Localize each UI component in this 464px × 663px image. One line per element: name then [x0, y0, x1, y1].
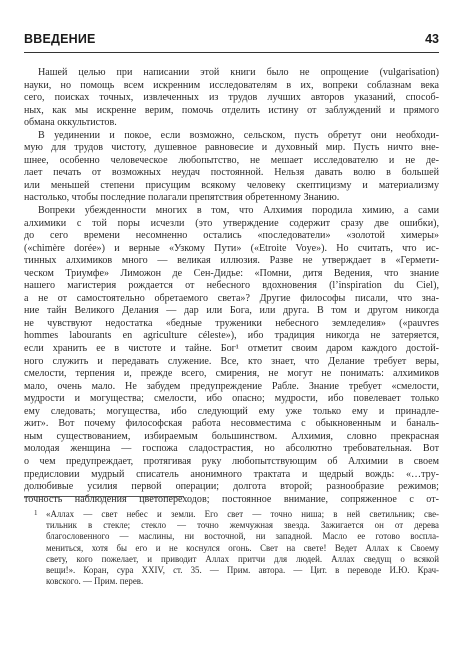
text-line: В уединении и покое, если возможно, сельском, пусть обретут они необходи- [38, 129, 439, 141]
text-line: о чем предупреждает, протягивая руку любопытствующим об Алхимии в своем [24, 455, 439, 467]
text-line: ного служить и передавать служение. Все, кто знает, что Делание требует веры, [24, 355, 439, 367]
text-line: предисловии мудрый списатель анонимного трактата и щедрый вождь: «…тру- [24, 468, 439, 480]
text-line: мудрости и могущества; смелости, ибо опасно; мудрости, ибо повелевает только [24, 393, 439, 405]
text-line: нашего магистерия рождается от небесного вдохновения (l’inspiration du Ciel), [24, 280, 439, 292]
body-text [24, 67, 439, 506]
text-line: мую для трудов чистоту, душевное равновесие и духовный мир. Пусть ничто вне- [24, 142, 439, 154]
text-line: («chimère dorée») и верные «Узкому Пути» («Etroite Voye»). Но считать, что ис- [24, 242, 439, 254]
text-line: тинных алхимиков много — великая иллюзия. Разве не утверждает в «Гермети- [24, 255, 439, 267]
text-line: науки, но помощь всем искренним исследователям в их, вопреки соблазнам века [24, 79, 439, 91]
text-line: смелости, терпения и, прежде всего, смирения, не могут не понимать: алхимиков [24, 368, 439, 380]
footnote-line: благословенного — маслины, ни восточной, ни западной. Масло ее готово воспла- [46, 531, 439, 542]
text-line: ным существованием, избираемым большинством. Алхимия, словно прекрасная [24, 430, 439, 442]
text-line: если хранить ее в чистоте и тайне. Бог¹ отметит своим даром каждого достой- [24, 343, 439, 355]
text-line: молодая женщина — госпожа сладострастия, но абсолютно требовательная. Вот [24, 443, 439, 455]
footnote-line: вещи!». Коран, сура XXIV, ст. 35. — Прим. автора. — Цит. в переводе И.Ю. Крач- [46, 564, 439, 575]
footnote-line: тильник в стекле; стекло — точно жемчужная звезда. Зажигается он от дерева [46, 520, 439, 531]
page-number: 43 [425, 32, 439, 46]
footnote-line: ковского. — Прим. перев. [46, 576, 144, 587]
footnote [24, 509, 439, 587]
page-header [24, 32, 439, 48]
footnote-marker: 1 [34, 509, 38, 517]
text-line: или меньшей степени присущим всякому человеку скептицизму и материализму [24, 179, 439, 191]
footnote-rule [24, 496, 184, 497]
header-rule [24, 52, 439, 53]
text-line: лает печать от возможных неудач постоянной. Нельзя давать волю в большей [24, 167, 439, 179]
text-line: а не от самостоятельно обретаемого света»? Другие философы писали, что зна- [24, 292, 439, 304]
text-line: жит». Вот почему философская работа несовместима с обыкновенным и баналь- [24, 418, 439, 430]
text-line: мало, очень мало. Не забудем предупреждение Рабле. Знание требует «смелости, [24, 380, 439, 392]
footnote-line: свету, кого пожелает, и приводит Аллах притчи для людей. Аллах сведущ о всякой [46, 553, 439, 564]
text-line: ческом Триумфе» Лиможон де Сен-Дидье: «Помни, дитя Ве́дения, что знание [24, 267, 439, 279]
text-line: долюбивые усилия первой операции; долгота второй; разнообразие режимов; [24, 481, 439, 493]
text-line: настолько, чтобы последние полагали препятствия обретенному Знанию. [24, 192, 340, 204]
text-line: ему следовать; могущества, ибо следующий ему уже только ему и принадле- [24, 405, 439, 417]
text-line: Вопреки убежденности многих в том, что Алхимия породила химию, а сами [38, 205, 439, 217]
text-line: алхимики с той поры исчезли (это утверждение содержит сразу две ошибки), [24, 217, 439, 229]
footnote-line: «Аллах — свет небес и земли. Его свет — точно ниша; в ней светильник; све- [46, 509, 439, 519]
text-line: не чувствуют недостатка «бедные труженики небесного земледелия» («pauvres [24, 317, 439, 329]
running-head: ВВЕДЕНИЕ [24, 32, 96, 46]
text-line: точность наблюдения цветопереходов; постоянное внимание, сопряженное с от- [24, 493, 439, 505]
text-line: сего, поисках точных, извлеченных из трудов лучших авторов указаний, способ- [24, 92, 439, 104]
text-line: ных, как мы искренне верим, помочь отделить истину от заблуждений и прямого [24, 104, 439, 116]
footnote-line: мениться, хотя бы его и не коснулся огонь. Свет на свете! Ведет Аллах к Своему [46, 542, 439, 553]
text-line: hommes labourants en agriculture céleste»), ибо традиция никогда не затеряется, [24, 330, 439, 342]
text-line: ние тайн Великого Делания — дар или Бога, или друга. В том и другом никогда [24, 305, 439, 317]
text-line: шнее, особенно человеческое любопытство, не мешает исследователю и не де- [24, 154, 439, 166]
text-line: Нашей целью при написании этой книги было не опрощение (vulgarisation) [38, 67, 439, 78]
text-line: обмана оккультистов. [24, 117, 117, 129]
text-line: до сего времени несомненно остались «последователи» «золотой химеры» [24, 230, 439, 242]
